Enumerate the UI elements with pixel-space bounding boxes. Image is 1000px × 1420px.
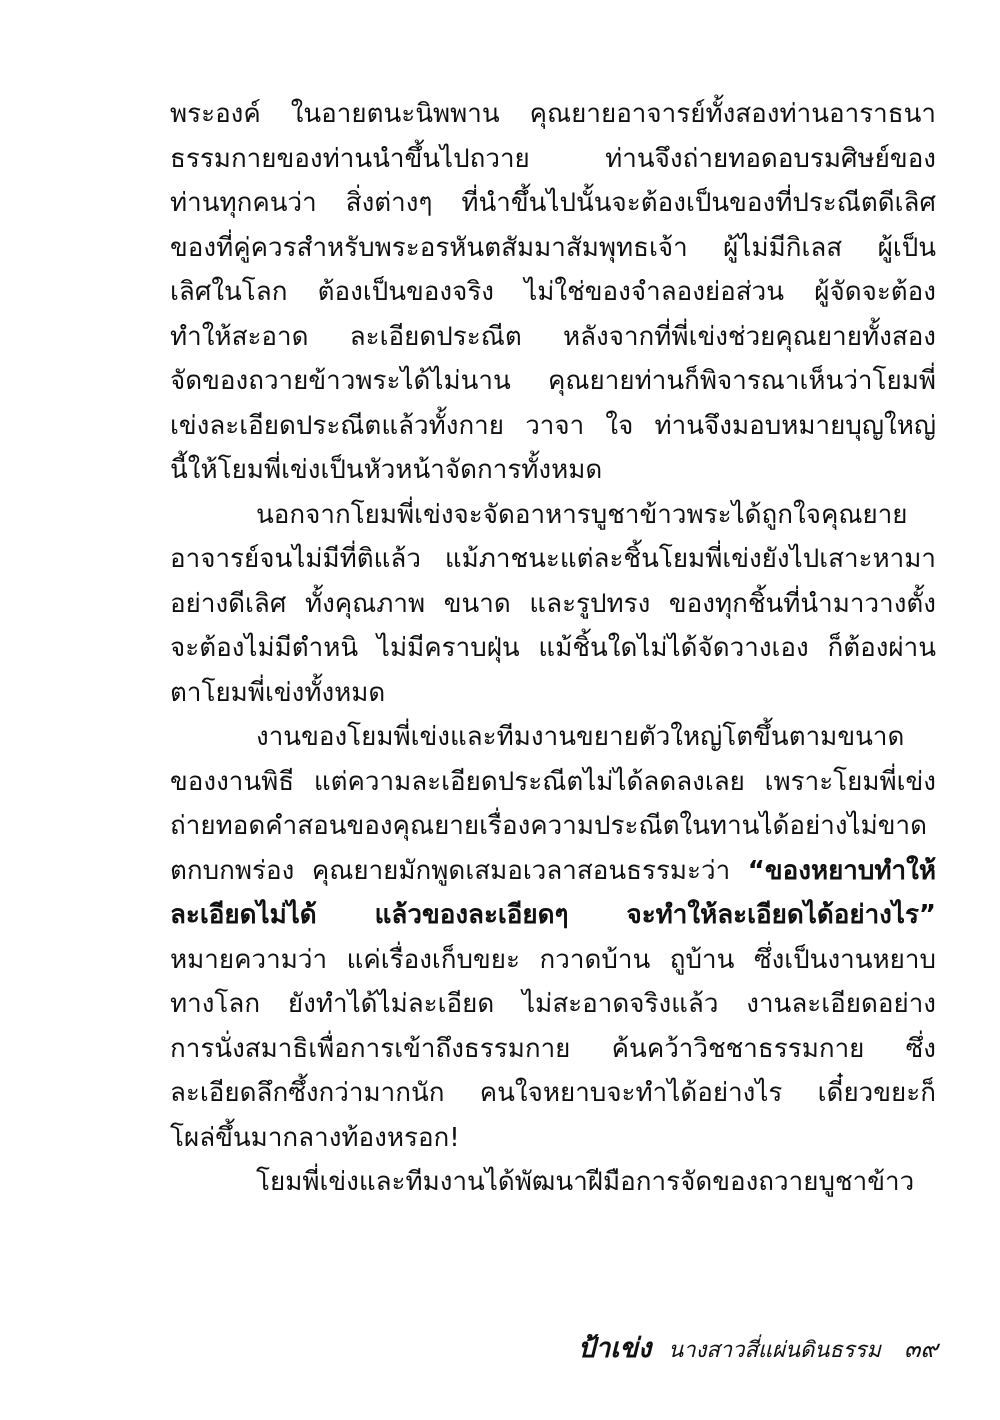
text-line: ทำให้สะอาด ละเอียดประณีต หลังจากที่พี่เข่งช่วยคุณยายทั้งสอง xyxy=(170,321,936,352)
text-line: ของที่คู่ควรสำหรับพระอรหันตสัมมาสัมพุทธเจ้า ผู้ไม่มีกิเลส ผู้เป็น xyxy=(170,232,936,263)
quote-bold-line: ละเอียดไม่ได้ แล้วของละเอียดๆ จะทำให้ละเอียดได้อย่างไร” xyxy=(170,900,936,930)
body-text xyxy=(170,92,936,1205)
text-segment: ตกบกพร่อง คุณยายมักพูดเสมอเวลาสอนธรรมะว่า xyxy=(170,855,748,886)
text-line: ตาโยมพี่เข่งทั้งหมด xyxy=(170,677,386,708)
page-number: ๓๙ xyxy=(904,1335,938,1363)
text-line: ธรรมกายของท่านนำขึ้นไปถวาย ท่านจึงถ่ายทอดอบรมศิษย์ของ xyxy=(170,143,936,174)
text-line: ทางโลก ยังทำได้ไม่ละเอียด ไม่สะอาดจริงแล้ว งานละเอียดอย่าง xyxy=(170,989,936,1019)
text-line: โผล่ขึ้นมากลางท้องหรอก! xyxy=(170,1122,460,1153)
book-subtitle: นางสาวสี่แผ่นดินธรรม xyxy=(668,1338,881,1363)
text-line: ถ่ายทอดคำสอนของคุณยายเรื่องความประณีตในทานได้อย่างไม่ขาด xyxy=(170,811,928,841)
text-line: อาจารย์จนไม่มีที่ติแล้ว แม้ภาชนะแต่ละชิ้นโยมพี่เข่งยังไปเสาะหามา xyxy=(170,544,936,574)
text-line-with-quote xyxy=(170,849,936,894)
page-footer xyxy=(578,1326,938,1369)
text-line: จัดของถวายข้าวพระได้ไม่นาน คุณยายท่านก็พิจารณาเห็นว่าโยมพี่ xyxy=(170,366,936,396)
text-line: งานของโยมพี่เข่งและทีมงานขยายตัวใหญ่โตขึ้นตามขนาด xyxy=(256,722,905,752)
text-line: การนั่งสมาธิเพื่อการเข้าถึงธรรมกาย ค้นคว้าวิชชาธรรมกาย ซึ่ง xyxy=(170,1033,936,1064)
text-line: นี้ให้โยมพี่เข่งเป็นหัวหน้าจัดการทั้งหมด xyxy=(170,455,603,485)
text-line: นอกจากโยมพี่เข่งจะจัดอาหารบูชาข้าวพระได้ถูกใจคุณยาย xyxy=(256,499,908,530)
text-line: เลิศในโลก ต้องเป็นของจริง ไม่ใช่ของจำลองย่อส่วน ผู้จัดจะต้อง xyxy=(170,277,936,307)
text-line: ละเอียดลึกซึ้งกว่ามากนัก คนใจหยาบจะทำได้อย่างไร เดี๋ยวขยะก็ xyxy=(170,1078,936,1108)
text-line: จะต้องไม่มีตำหนิ ไม่มีคราบฝุ่น แม้ชิ้นใดไม่ได้จัดวางเอง ก็ต้องผ่าน xyxy=(170,633,936,663)
text-line: ท่านทุกคนว่า สิ่งต่างๆ ที่นำขึ้นไปนั้นจะต้องเป็นของที่ประณีตดีเลิศ xyxy=(170,188,936,218)
text-line: ของงานพิธี แต่ความละเอียดประณีตไม่ได้ลดลงเลย เพราะโยมพี่เข่ง xyxy=(170,766,936,797)
text-line: โยมพี่เข่งและทีมงานได้พัฒนาฝีมือการจัดของถวายบูชาข้าว xyxy=(256,1167,915,1197)
text-line: หมายความว่า แค่เรื่องเก็บขยะ กวาดบ้าน ถูบ้าน ซึ่งเป็นงานหยาบ xyxy=(170,944,936,975)
text-line: เข่งละเอียดประณีตแล้วทั้งกาย วาจา ใจ ท่านจึงมอบหมายบุญใหญ่ xyxy=(170,410,936,441)
quote-bold: “ของหยาบทำให้ xyxy=(747,855,936,886)
text-line: อย่างดีเลิศ ทั้งคุณภาพ ขนาด และรูปทรง ของทุกชิ้นที่นำมาวางตั้ง xyxy=(170,588,936,619)
book-title: ป้าเข่ง xyxy=(577,1333,652,1364)
text-line: พระองค์ ในอายตนะนิพพาน คุณยายอาจารย์ทั้งสองท่านอาราธนา xyxy=(170,99,936,129)
